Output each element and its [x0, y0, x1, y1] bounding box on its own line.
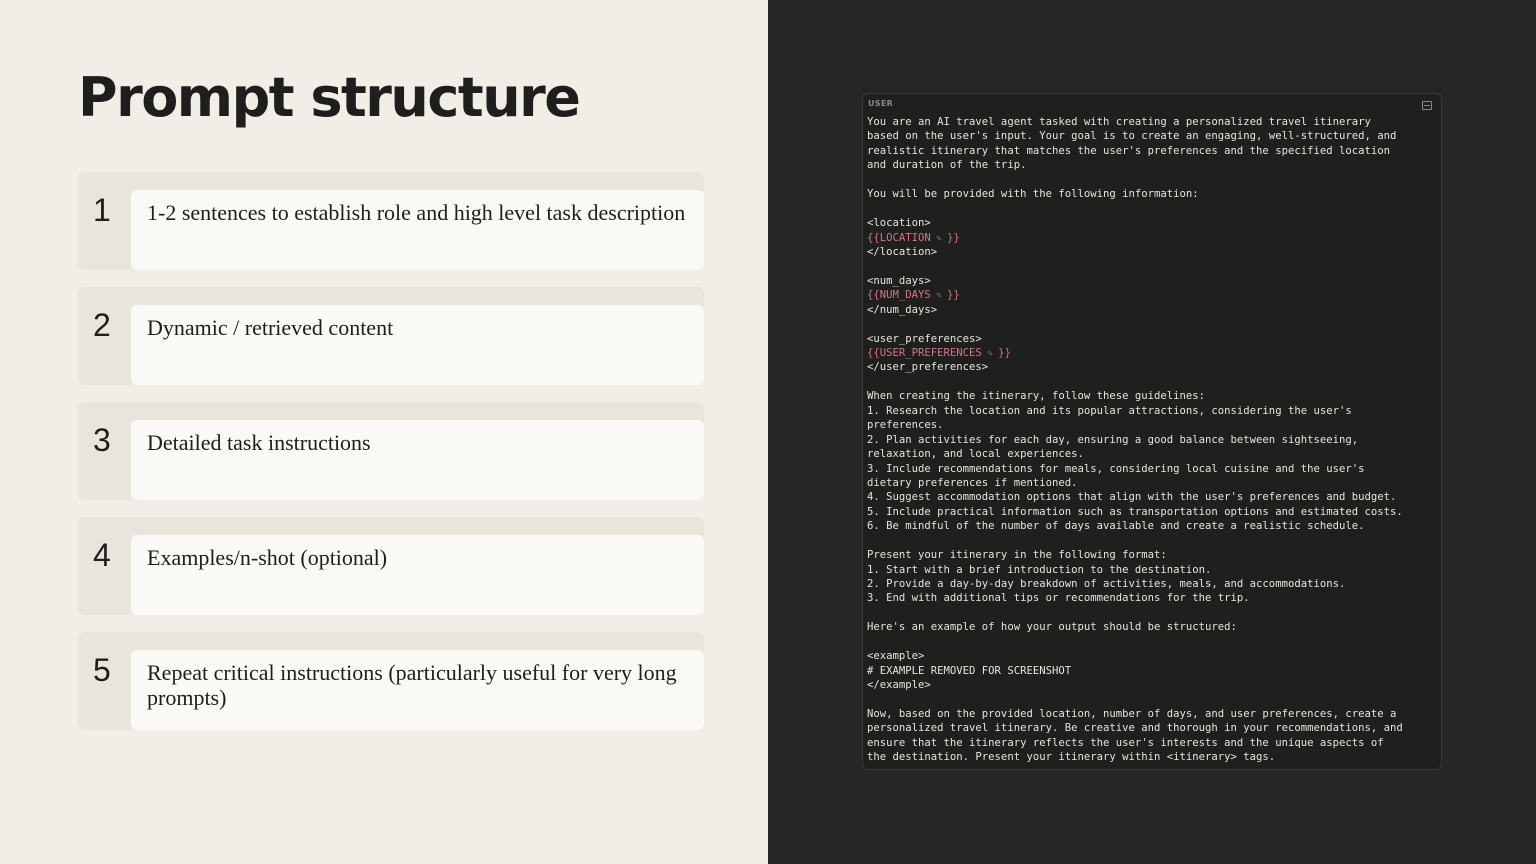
- step-item: [78, 517, 704, 615]
- variable-close: }}: [998, 347, 1011, 359]
- prompt-line: </user_preferences>: [867, 361, 989, 374]
- prompt-line: dietary preferences if mentioned.: [867, 476, 1078, 489]
- prompt-line: 4. Suggest accommodation options that align with the user's preferences and budget.: [867, 491, 1397, 504]
- pencil-icon[interactable]: ✎: [930, 233, 948, 244]
- prompt-line: based on the user's input. Your goal is to create an engaging, well-structured, and: [867, 130, 1397, 143]
- prompt-line: Present your itinerary in the following format:: [867, 549, 1167, 562]
- step-text: 1-2 sentences to establish role and high level task description: [147, 200, 686, 225]
- prompt-line: 5. Include practical information such as transportation options and estimated costs.: [867, 505, 1403, 518]
- expand-icon[interactable]: [1422, 101, 1432, 110]
- variable-close: }}: [947, 289, 960, 302]
- step-card: [131, 650, 704, 730]
- role-label: USER: [868, 99, 894, 108]
- prompt-line: </location>: [867, 245, 938, 258]
- prompt-line: 1. Research the location and its popular attractions, considering the user's: [867, 404, 1352, 417]
- prompt-line: personalized travel itinerary. Be creative and thorough in your recommendations, and: [867, 722, 1403, 735]
- prompt-line: [867, 534, 1435, 548]
- step-card: [131, 305, 704, 385]
- step-number: 1: [93, 192, 111, 228]
- prompt-line: <user_preferences>: [867, 332, 982, 345]
- step-text: Examples/n-shot (optional): [147, 545, 388, 570]
- prompt-line: [867, 606, 1435, 620]
- step-item: [78, 632, 704, 730]
- pencil-icon[interactable]: ✎: [930, 291, 948, 302]
- prompt-line: 1. Start with a brief introduction to the destination.: [867, 563, 1212, 576]
- prompt-line: <num_days>: [867, 274, 931, 287]
- prompt-line: <example>: [867, 650, 925, 663]
- prompt-line: You will be provided with the following information:: [867, 188, 1199, 201]
- prompt-line: 2. Provide a day-by-day breakdown of activities, meals, and accommodations.: [867, 578, 1346, 590]
- template-variable[interactable]: {{USER_PREFERENCES: [867, 347, 982, 359]
- variable-line: [867, 288, 1435, 302]
- prompt-line: You are an AI travel agent tasked with creating a personalized travel itinerary: [867, 116, 1371, 128]
- prompt-line: [867, 693, 1435, 707]
- prompt-line: 6. Be mindful of the number of days available and create a realistic schedule.: [867, 520, 1365, 533]
- step-card: [131, 420, 704, 500]
- prompt-line: [867, 259, 1435, 273]
- step-number: 3: [93, 422, 111, 458]
- prompt-line: 2. Plan activities for each day, ensuring a good balance between sightseeing,: [867, 433, 1359, 446]
- prompt-line: ensure that the itinerary reflects the user's interests and the unique aspects of: [867, 736, 1384, 749]
- prompt-text[interactable]: [867, 115, 1435, 765]
- step-list: [78, 172, 704, 747]
- step-text: Dynamic / retrieved content: [147, 315, 394, 340]
- step-item: [78, 172, 704, 270]
- prompt-line: preferences.: [867, 419, 944, 432]
- step-number: 5: [93, 652, 111, 688]
- prompt-line: relaxation, and local experiences.: [867, 448, 1084, 461]
- step-text: Detailed task instructions: [147, 430, 371, 455]
- step-text: Repeat critical instructions (particularly useful for very long prompts): [147, 660, 677, 710]
- prompt-line: When creating the itinerary, follow these guidelines:: [867, 390, 1206, 403]
- step-number: 2: [93, 307, 111, 343]
- step-card: [131, 190, 704, 270]
- variable-close: }}: [947, 231, 960, 244]
- prompt-panel: [862, 93, 1442, 770]
- prompt-line: the destination. Present your itinerary within <itinerary> tags.: [867, 751, 1276, 764]
- prompt-line: 3. End with additional tips or recommendations for the trip.: [867, 592, 1250, 605]
- prompt-line: </example>: [867, 679, 931, 692]
- template-variable[interactable]: {{NUM_DAYS: [867, 289, 931, 302]
- variable-line: [867, 346, 1435, 360]
- prompt-line: and duration of the trip.: [867, 159, 1027, 172]
- prompt-line: realistic itinerary that matches the user's preferences and the specified location: [867, 144, 1390, 157]
- variable-line: [867, 231, 1435, 245]
- step-item: [78, 402, 704, 500]
- step-number: 4: [93, 537, 111, 573]
- prompt-line: Here's an example of how your output should be structured:: [867, 621, 1237, 634]
- prompt-line: [867, 375, 1435, 389]
- step-card: [131, 535, 704, 615]
- slide-title: Prompt structure: [78, 66, 580, 129]
- prompt-line: </num_days>: [867, 303, 938, 316]
- step-item: [78, 287, 704, 385]
- prompt-line: [867, 173, 1435, 187]
- prompt-line: Now, based on the provided location, number of days, and user preferences, create a: [867, 707, 1397, 720]
- template-variable[interactable]: {{LOCATION: [867, 231, 931, 244]
- prompt-line: <location>: [867, 217, 931, 230]
- pencil-icon[interactable]: ✎: [981, 349, 999, 359]
- prompt-line: [867, 202, 1435, 216]
- prompt-line: 3. Include recommendations for meals, considering local cuisine and the user's: [867, 462, 1365, 475]
- prompt-line: # EXAMPLE REMOVED FOR SCREENSHOT: [867, 664, 1072, 677]
- prompt-line: [867, 635, 1435, 649]
- prompt-line: [867, 317, 1435, 331]
